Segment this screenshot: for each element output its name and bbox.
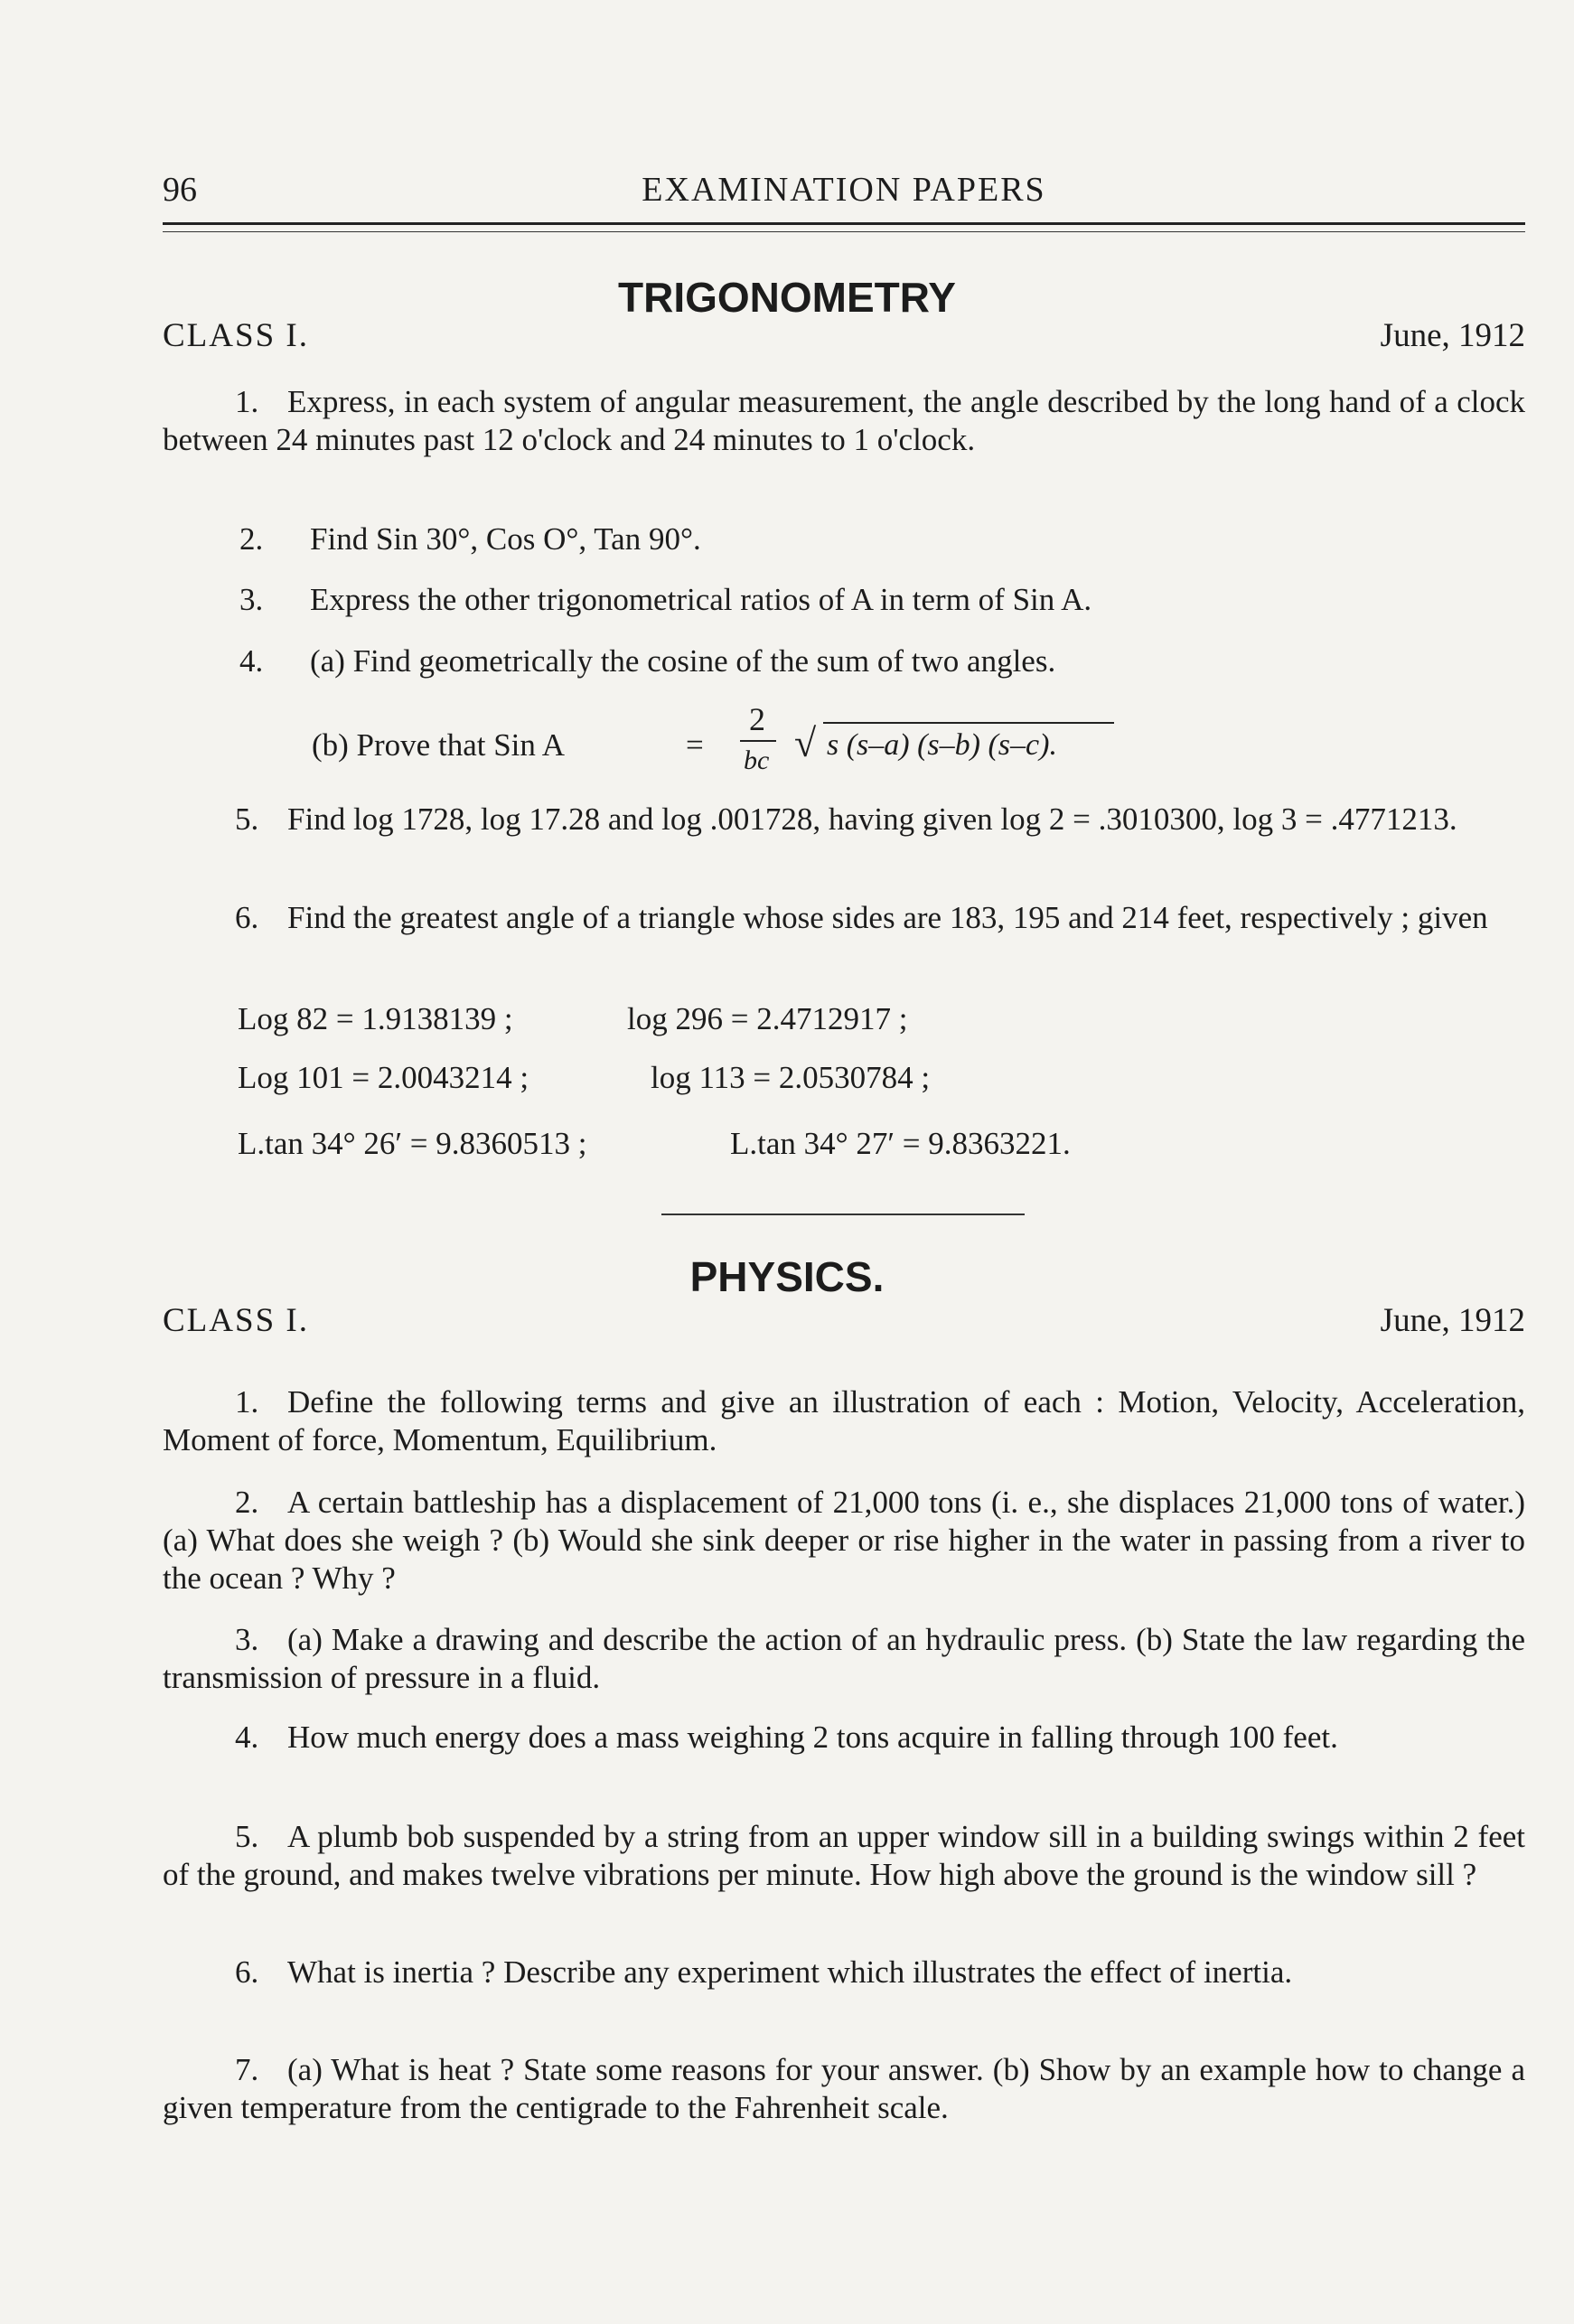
question-text: (a) What is heat ? State some reasons for your answer. (b) Show by an example how to change a given temperature from the centigrade to the Fahrenheit scale. (163, 2052, 1525, 2125)
question-number: 1. (235, 1384, 259, 1420)
question-number: 2. (235, 1485, 259, 1520)
trig-question-2 (239, 520, 701, 558)
running-title: EXAMINATION PAPERS (642, 171, 1046, 209)
trig-date: June, 1912 (1380, 317, 1525, 354)
question-number: 5. (235, 1819, 259, 1854)
given-row-2 (238, 1059, 529, 1097)
page-number: 96 (163, 171, 197, 209)
given-row-3 (238, 1125, 587, 1163)
question-text: Express, in each system of angular measurement, the angle described by the long hand of a clock between 24 minutes past 12 o'clock and 24 minutes to 1 o'clock. (163, 384, 1525, 457)
trig-question-1 (163, 383, 1525, 459)
fraction-numerator: 2 (749, 701, 765, 737)
trig-question-3 (239, 581, 1091, 619)
given-left: L.tan 34° 26′ = 9.8360513 ; (238, 1126, 587, 1161)
physics-question-6 (163, 1954, 1525, 1991)
question-number: 5. (235, 801, 259, 837)
question-number: 7. (235, 2052, 259, 2087)
fraction-denominator: bc (744, 745, 770, 775)
question-text: (a) Make a drawing and describe the action of an hydraulic press. (b) State the law regarding the transmission of pressure in a fluid. (163, 1622, 1525, 1695)
question-text: Find log 1728, log 17.28 and log .001728, having given log 2 = .3010300, log 3 = .4771213. (287, 801, 1457, 837)
question-text: How much energy does a mass weighing 2 tons acquire in falling through 100 feet. (287, 1720, 1338, 1755)
header-rule-thin (163, 231, 1525, 232)
given-right: log 296 = 2.4712917 ; (627, 1001, 908, 1036)
trig-question-6 (163, 899, 1525, 937)
physics-question-1 (163, 1383, 1525, 1459)
physics-class-label: CLASS I. (163, 1302, 309, 1339)
question-number: 4. (239, 643, 264, 679)
question-text: A plumb bob suspended by a string from an upper window sill in a building swings within 2 feet of the ground, and makes twelve vibrations per minute. How high above the ground is the window sill ? (163, 1819, 1525, 1892)
given-right: L.tan 34° 27′ = 9.8363221. (730, 1126, 1071, 1161)
formula-equals: = (686, 727, 704, 763)
given-row-1-right (627, 1000, 907, 1038)
question-text: Find Sin 30°, Cos O°, Tan 90°. (310, 521, 701, 557)
given-row-3-right (730, 1125, 1071, 1163)
given-row-2-right (651, 1059, 930, 1097)
section-divider (661, 1214, 1025, 1215)
question-number: 2. (239, 521, 264, 557)
trig-question-4b-formula (312, 700, 1215, 791)
physics-date: June, 1912 (1380, 1302, 1525, 1339)
physics-question-2 (163, 1484, 1525, 1598)
question-text: Find the greatest angle of a triangle whose sides are 183, 195 and 214 feet, respectively ; given (287, 900, 1488, 935)
question-text: A certain battleship has a displacement of 21,000 tons (i. e., she displaces 21,000 tons of water.) (a) What does she weigh ? (b) Would she sink deeper or rise higher in the water in passing from a river to the ocean ? Why ? (163, 1485, 1525, 1596)
trig-question-4a (239, 642, 1055, 680)
radical-overline (823, 722, 1114, 724)
physics-question-7 (163, 2051, 1525, 2127)
question-text: (a) Find geometrically the cosine of the sum of two angles. (310, 643, 1056, 679)
question-number: 6. (235, 900, 259, 935)
radical-sign: √ (794, 721, 817, 765)
given-left: Log 101 = 2.0043214 ; (238, 1060, 529, 1095)
section-title-trigonometry: TRIGONOMETRY (618, 274, 956, 321)
physics-question-4 (163, 1719, 1525, 1757)
physics-question-3 (163, 1621, 1525, 1697)
given-row-1 (238, 1000, 513, 1038)
trig-class-label: CLASS I. (163, 317, 309, 354)
question-number: 3. (235, 1622, 259, 1657)
fraction-bar (740, 740, 776, 742)
question-number: 1. (235, 384, 259, 419)
question-text: What is inertia ? Describe any experiment which illustrates the effect of inertia. (287, 1954, 1293, 1990)
trig-question-5 (163, 801, 1525, 839)
header-rule-thick (163, 222, 1525, 225)
given-right: log 113 = 2.0530784 ; (651, 1060, 931, 1095)
question-number: 3. (239, 582, 264, 617)
radicand: s (s–a) (s–b) (s–c). (827, 728, 1057, 762)
given-left: Log 82 = 1.9138139 ; (238, 1001, 513, 1036)
question-text: Define the following terms and give an illustration of each : Motion, Velocity, Acceleration, Moment of force, Momentum, Equilibrium. (163, 1384, 1525, 1457)
question-number: 4. (235, 1720, 259, 1755)
section-title-physics: PHYSICS. (689, 1253, 885, 1300)
formula-lead: (b) Prove that Sin A (312, 727, 565, 763)
physics-question-5 (163, 1818, 1525, 1894)
question-number: 6. (235, 1954, 259, 1990)
question-text: Express the other trigonometrical ratios of A in term of Sin A. (310, 582, 1092, 617)
